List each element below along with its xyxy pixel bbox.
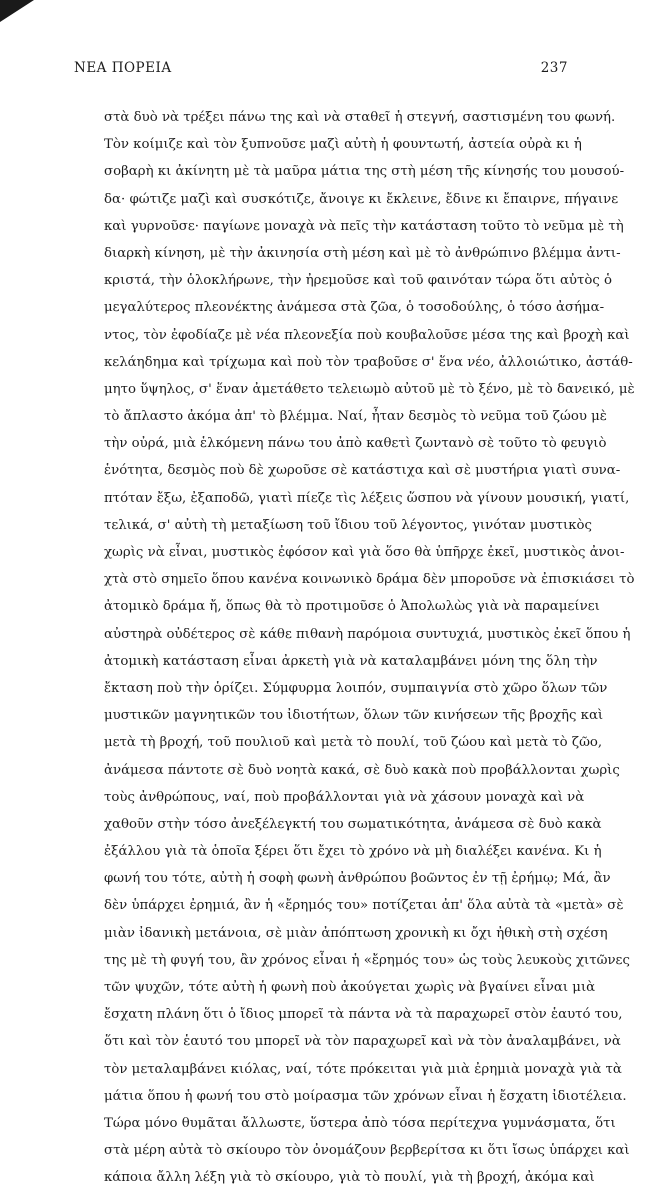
text-line: τὸν μεταλαμβάνει κιόλας, ναί, τότε πρόκειται γιὰ μιὰ ἐρημιὰ μοναχὰ γιὰ τὰ: [104, 1061, 622, 1077]
text-line: καὶ γυρνοῦσε· παγίωνε μοναχὰ νὰ πεῖς τὴν κατάσταση τοῦτο τὸ νεῦμα μὲ τὴ: [104, 218, 624, 234]
text-line: τελικά, σ' αὐτὴ τὴ μεταξίωση τοῦ ἴδιου τοῦ λέγοντος, γινόταν μυστικὸς: [104, 517, 592, 533]
text-line: αὐστηρὰ οὐδέτερος σὲ κάθε πιθανὴ παρόμοια συντυχιά, μυστικὸς ἐκεῖ ὅπου ἡ: [104, 626, 631, 642]
text-line: μάτια ὅπου ἡ φωνή του στὸ μοίρασμα τῶν χρόνων εἶναι ἡ ἔσχατη ἰδιοτέλεια.: [104, 1088, 627, 1104]
text-line: ἀνάμεσα πάντοτε σὲ δυὸ νοητὰ κακά, σὲ δυὸ κακὰ ποὺ προβάλλονται χωρὶς: [104, 762, 620, 778]
scan-corner-shadow: [0, 0, 34, 22]
text-line: τῶν ψυχῶν, τότε αὐτὴ ἡ φωνὴ ποὺ ἀκούγεται χωρὶς νὰ βγαίνει εἶναι μιὰ: [104, 980, 596, 995]
page-header: [74, 60, 568, 80]
page-number: 237: [540, 60, 568, 76]
text-line: δα· φώτιζε μαζὶ καὶ συσκότιζε, ἄνοιγε κι ἔκλεινε, ἔδινε κι ἔπαιρνε, πήγαινε: [104, 191, 619, 207]
text-line: μιὰν ἰδανικὴ μετάνοια, σὲ μιὰν ἀπόπτωση χρονικὴ κι ὄχι ἠθικὴ στὴ σχέση: [104, 925, 608, 941]
text-line: πτόταν ἔξω, ἐξαποδῶ, γιατὶ πίεζε τὶς λέξεις ὥσπου νὰ γίνουν μουσική, γιατί,: [104, 490, 630, 506]
text-line: ἀτομικὴ κατάσταση εἶναι ἀρκετὴ γιὰ νὰ καταλαμβάνει μόνη της ὅλη τὴν: [104, 653, 598, 669]
text-line: ἔσχατη πλάνη ὅτι ὁ ἴδιος μπορεῖ τὰ πάντα νὰ τὰ παραχωρεῖ στὸν ἑαυτό του,: [104, 1007, 623, 1023]
text-line: στὰ δυὸ νὰ τρέξει πάνω της καὶ νὰ σταθεῖ ἡ στεγνή, σαστισμένη του φωνή.: [104, 110, 616, 125]
text-line: κάποια ἄλλη λέξη γιὰ τὸ σκίουρο, γιὰ τὸ πουλί, γιὰ τὴ βροχή, ἀκόμα καὶ: [104, 1170, 595, 1186]
text-line: δὲν ὑπάρχει ἐρημιά, ἂν ἡ «ἔρημός του» ποτίζεται ἀπ' ὅλα αὐτὰ τὰ «μετὰ» σὲ: [104, 898, 624, 914]
text-line: κελάηδημα καὶ τρίχωμα καὶ ποὺ τὸν τραβοῦσε σ' ἕνα νέο, ἀλλοιώτικο, ἀστάθ-: [104, 354, 633, 370]
text-line: χαθοῦν στὴν τόσο ἀνεξέλεγκτή του σωματικότητα, ἀνάμεσα σὲ δυὸ κακὰ: [104, 816, 602, 832]
text-line: της μὲ τὴ φυγή του, ἂν χρόνος εἶναι ἡ «ἔρημός του» ὡς τοὺς λευκοὺς χιτῶνες: [104, 952, 630, 968]
text-line: Τώρα μόνο θυμᾶται ἄλλωστε, ὕστερα ἀπὸ τόσα περίτεχνα γυμνάσματα, ὅτι: [104, 1115, 616, 1131]
text-line: ντος, τὸν ἐφοδίαζε μὲ νέα πλεονεξία ποὺ κουβαλοῦσε μέσα της καὶ βροχὴ καὶ: [104, 327, 630, 343]
text-line: τὸ ἄπλαστο ἀκόμα ἀπ' τὸ βλέμμα. Ναί, ἦταν δεσμὸς τὸ νεῦμα τοῦ ζώου μὲ: [104, 409, 607, 425]
text-line: ἑνότητα, δεσμὸς ποὺ δὲ χωροῦσε σὲ κατάστιχα καὶ σὲ μυστήρια γιατὶ συνα-: [104, 463, 621, 479]
text-line: μετὰ τὴ βροχή, τοῦ πουλιοῦ καὶ μετὰ τὸ πουλί, τοῦ ζώου καὶ μετὰ τὸ ζῶο,: [104, 735, 603, 751]
text-line: χτὰ στὸ σημεῖο ὅπου κανένα κοινωνικὸ δράμα δὲν μποροῦσε νὰ ἐπισκιάσει τὸ: [104, 572, 635, 588]
text-line: κριστά, τὴν ὁλοκλήρωνε, τὴν ἠρεμοῦσε καὶ τοῦ φαινόταν τώρα ὅτι αὐτὸς ὁ: [104, 273, 613, 289]
text-line: μητο ὕψηλος, σ' ἕναν ἀμετάθετο τελειωμὸ αὐτοῦ μὲ τὸ ξένο, μὲ τὸ δανεικό, μὲ: [104, 381, 635, 397]
text-line: Τὸν κοίμιζε καὶ τὸν ξυπνοῦσε μαζὶ αὐτὴ ἡ φουντωτή, ἀστεία οὐρὰ κι ἡ: [104, 137, 582, 153]
text-line: στὰ μέρη αὐτὰ τὸ σκίουρο τὸν ὀνομάζουν βερβερίτσα κι ὅτι ἴσως ὑπάρχει καὶ: [104, 1143, 630, 1159]
text-line: διαρκὴ κίνηση, μὲ τὴν ἀκινησία στὴ μέση καὶ μὲ τὸ ἀνθρώπινο βλέμμα ἀντι-: [104, 245, 621, 261]
text-line: φωνή του τότε, αὐτὴ ἡ σοφὴ φωνὴ ἀνθρώπου βοῶντος ἐν τῇ ἐρήμῳ; Μά, ἂν: [104, 871, 611, 887]
text-line: μυστικῶν μαγνητικῶν του ἰδιοτήτων, ὅλων τῶν κινήσεων τῆς βροχῆς καὶ: [104, 708, 604, 724]
text-line: χωρὶς νὰ εἶναι, μυστικὸς ἐφόσον καὶ γιὰ ὅσο θὰ ὑπῆρχε ἐκεῖ, μυστικὸς ἀνοι-: [104, 545, 625, 560]
text-line: ἔκταση ποὺ τὴν ὁρίζει. Σύμφυρμα λοιπόν, συμπαιγνία στὸ χῶρο ὅλων τῶν: [104, 680, 608, 696]
running-title: ΝΕΑ ΠΟΡΕΙΑ: [74, 60, 172, 76]
text-line: ἀτομικὸ δράμα ἤ, ὅπως θὰ τὸ προτιμοῦσε ὁ Ἀπολωλὼς γιὰ νὰ παραμείνει: [104, 599, 600, 615]
body-text: [104, 104, 635, 1192]
text-line: σοβαρὴ κι ἀκίνητη μὲ τὰ μαῦρα μάτια της στὴ μέση τῆς κίνησής του μουσού-: [104, 164, 625, 180]
text-line: τοὺς ἀνθρώπους, ναί, ποὺ προβάλλονται γιὰ νὰ χάσουν μοναχὰ καὶ νὰ: [104, 789, 585, 805]
text-line: μεγαλύτερος πλεονέκτης ἀνάμεσα στὰ ζῶα, ὁ τοσοδούλης, ὁ τόσο ἀσήμα-: [104, 300, 605, 316]
text-line: ὅτι καὶ τὸν ἑαυτό του μπορεῖ νὰ τὸν παραχωρεῖ καὶ νὰ τὸν ἀναλαμβάνει, νὰ: [104, 1034, 621, 1050]
text-line: τὴν οὐρά, μιὰ ἑλκόμενη πάνω του ἀπὸ καθετὶ ζωντανὸ σὲ τοῦτο τὸ φευγιὸ: [104, 436, 607, 452]
text-line: ἐξάλλου γιὰ τὰ ὁποῖα ξέρει ὅτι ἔχει τὸ χρόνο νὰ μὴ διαλέξει κανένα. Κι ἡ: [104, 844, 602, 860]
